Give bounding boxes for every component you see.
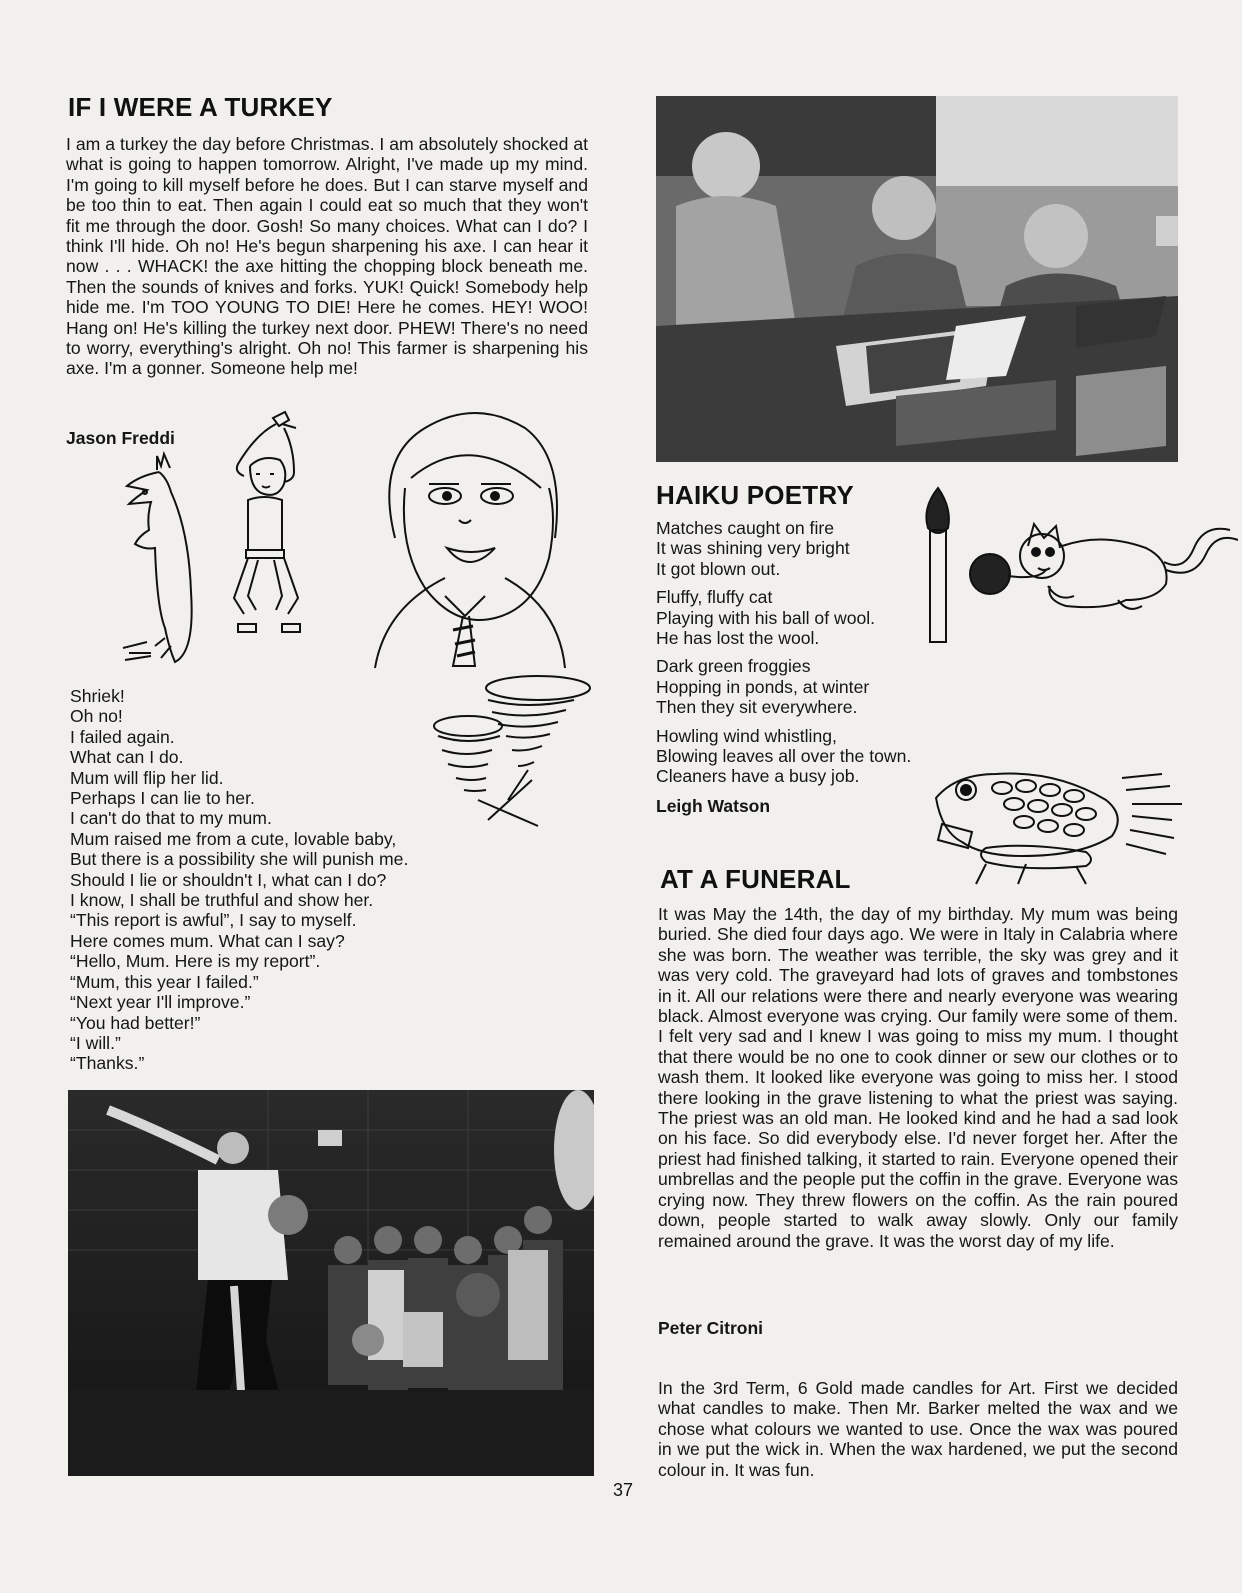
poem-line: I can't do that to my mum. [70, 808, 272, 829]
haiku-stanza [656, 656, 911, 717]
poem-line: “Next year I'll improve.” [70, 992, 251, 1013]
page-number: 37 [612, 1480, 634, 1500]
poem-line: “I will.” [70, 1032, 121, 1053]
funeral-story: It was May the 14th, the day of my birthday. My mum was being buried. She died four days ago. We were in Italy in Calabria where she was born. The weather was terrible, the sky was grey and it was very cold. The graveyard had lots of graves and tombstones in it. All our relations were there and nearly everyone was wearing black. Almost everyone was crying. Our family were some of them. I felt very sad and I knew I was going to miss my mum. I thought that there would be no one to cook dinner or sew our clothes or to wash them. It looked like everyone was going to miss her. I stood there looking in the grave listening to what the priest was saying. The priest was an old man. He looked kind and he had a sad look on his face. So did everybody else. I'd never forget her. After the priest had finished talking, it started to rain. Everyone opened their umbrellas and the people put the coffin in the grave. Everyone was crying now. They threw flowers on the coffin. As the rain poured down, people started to walk away slowly. Only our family remained around the grave. It was the worst day of my life. [658, 904, 1178, 1251]
figure-drawing [218, 410, 313, 640]
poem-line: Mum will flip her lid. [70, 767, 224, 788]
poem-line: “Hello, Mum. Here is my report”. [70, 951, 321, 972]
haiku-line: Matches caught on fire [656, 518, 834, 538]
haiku-poems [656, 518, 911, 795]
haiku-line: Hopping in ponds, at winter [656, 676, 870, 697]
haiku-line: Playing with his ball of wool. [656, 607, 876, 628]
turkey-drawing [115, 448, 205, 678]
poem-line: “Thanks.” [70, 1053, 145, 1074]
whirlwind-drawing [428, 670, 598, 835]
poem-line: Oh no! [70, 706, 123, 727]
basketball-photo [68, 1090, 594, 1476]
haiku-author: Leigh Watson [656, 796, 771, 816]
haiku-line: It was shining very bright [656, 538, 850, 559]
haiku-line: It got blown out. [656, 558, 781, 579]
match-drawing [918, 486, 958, 646]
poem-line: Mum raised me from a cute, lovable baby, [70, 828, 397, 849]
haiku-stanza [656, 518, 911, 579]
funeral-author: Peter Citroni [658, 1318, 764, 1338]
haiku-line: Blowing leaves all over the town. [656, 746, 912, 767]
haiku-line: Cleaners have a busy job. [656, 766, 860, 787]
cat-drawing [968, 516, 1238, 620]
report-poem [70, 686, 408, 1074]
poem-line: “This report is awful”, I say to myself. [70, 910, 357, 931]
turkey-title: IF I WERE A TURKEY [68, 92, 333, 122]
turkey-author: Jason Freddi [66, 428, 175, 448]
haiku-line: Howling wind whistling, [656, 725, 837, 746]
poem-line: Should I lie or shouldn't I, what can I do? [70, 869, 387, 890]
portrait-drawing [365, 408, 600, 678]
funeral-title: AT A FUNERAL [660, 864, 851, 894]
haiku-title: HAIKU POETRY [656, 480, 854, 510]
poem-line: But there is a possibility she will punish me. [70, 849, 409, 870]
haiku-stanza [656, 587, 911, 648]
classroom-photo [656, 96, 1178, 462]
poem-line: “Mum, this year I failed.” [70, 971, 259, 992]
poem-line: Shriek! [70, 686, 125, 706]
poem-line: “You had better!” [70, 1012, 201, 1033]
haiku-line: Then they sit everywhere. [656, 697, 858, 718]
poem-line: I know, I shall be truthful and show her. [70, 890, 374, 911]
haiku-stanza [656, 726, 911, 787]
poem-line: Here comes mum. What can I say? [70, 930, 345, 951]
poem-line: Perhaps I can lie to her. [70, 788, 255, 809]
candles-story: In the 3rd Term, 6 Gold made candles for Art. First we decided what candles to make. Then Mr. Barker melted the wax and we chose what colours we wanted to use. Once the wax was poured in we put the wick in. When the wax hardened, we put the second colour in. It was fun. [658, 1378, 1178, 1480]
haiku-line: He has lost the wool. [656, 628, 820, 649]
turkey-story: I am a turkey the day before Christmas. I am absolutely shocked at what is going to happen tomorrow. Alright, I've made up my mind. I'm going to kill myself before he does. But I can starve myself and be too thin to eat. Then again I could eat so much that they won't fit me through the door. Gosh! So many choices. What can I do? I think I'll hide. Oh no! He's begun sharpening his axe. I can hear it now . . . WHACK! the axe hitting the chopping block beneath me. Then the sounds of knives and forks. YUK! Quick! Somebody help hide me. I'm TOO YOUNG TO DIE! Here he comes. HEY! WOO! Hang on! He's killing the turkey next door. PHEW! There's no need to worry, everything's alright. Oh no! This farmer is sharpening his axe. I'm a gonner. Someone help me! [66, 134, 588, 379]
frog-drawing [926, 768, 1188, 890]
poem-line: What can I do. [70, 747, 184, 768]
haiku-line: Dark green froggies [656, 656, 811, 677]
haiku-line: Fluffy, fluffy cat [656, 587, 773, 608]
poem-line: I failed again. [70, 726, 175, 747]
